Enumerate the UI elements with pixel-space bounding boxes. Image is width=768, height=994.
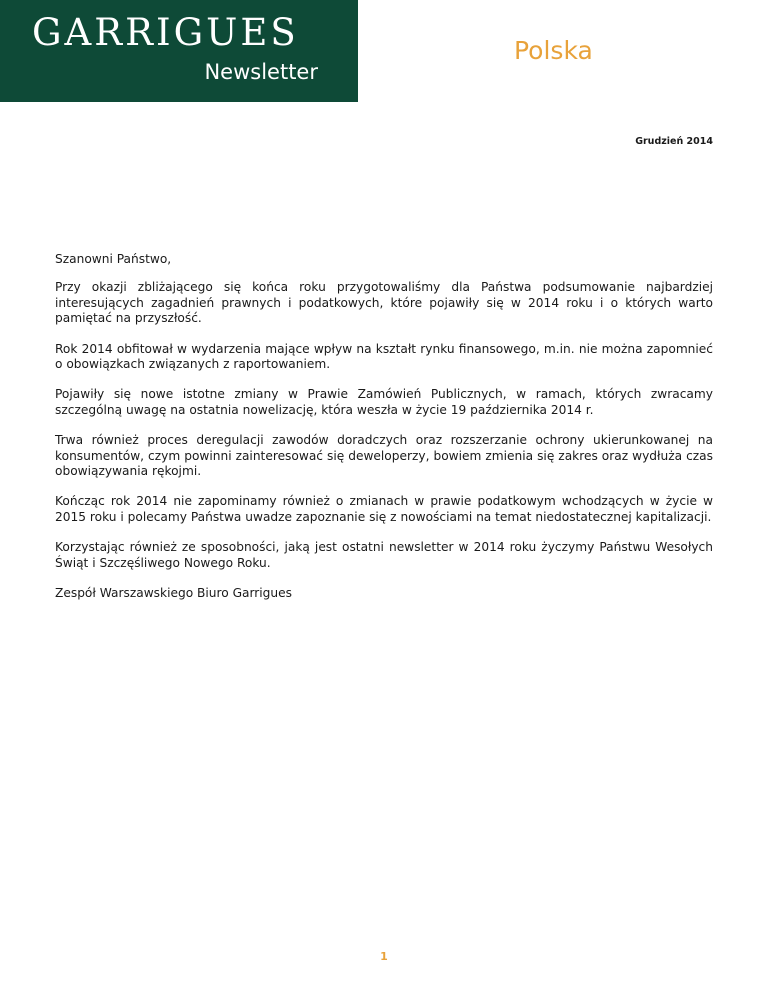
letter-paragraph: Rok 2014 obfitował w wydarzenia mające wpływ na kształt rynku finansowego, m.in. nie można zapomnieć o obowiązkach związanych z raportowaniem. <box>55 341 713 372</box>
page-number: 1 <box>380 950 388 963</box>
brand-subtitle: Newsletter <box>204 60 318 84</box>
letter-greeting: Szanowni Państwo, <box>55 252 172 266</box>
letter-body <box>55 252 713 617</box>
letter-paragraph: Kończąc rok 2014 nie zapominamy również o zmianach w prawie podatkowym wchodzących w życie w 2015 roku i polecamy Państwa uwadze zapoznanie się z nowościami na temat niedostatecznej kapitalizacji. <box>55 494 713 524</box>
brand-logo-text: GARRIGUES <box>32 11 299 54</box>
brand-header <box>0 0 358 102</box>
letter-paragraph: Przy okazji zbliżającego się końca roku przygotowaliśmy dla Państwa podsumowanie najbardziej interesujących zagadnień prawnych i podatkowych, które pojawiły się w 2014 roku i o których warto pamiętać na przyszłość. <box>55 280 713 326</box>
letter-paragraph: Pojawiły się nowe istotne zmiany w Prawie Zamówień Publicznych, w ramach, których zwracamy szczególną uwagę na ostatnia nowelizację, która weszła w życie 19 października 2014 r. <box>55 387 713 417</box>
edition-title: Polska <box>514 36 593 65</box>
letter-paragraph: Korzystając również ze sposobności, jaką jest ostatni newsletter w 2014 roku życzymy Państwu Wesołych Świąt i Szczęśliwego Nowego Roku. <box>55 540 713 570</box>
issue-date: Grudzień 2014 <box>635 136 713 147</box>
letter-signature: Zespół Warszawskiego Biuro Garrigues <box>55 586 292 601</box>
letter-paragraph: Trwa również proces deregulacji zawodów doradczych oraz rozszerzanie ochrony ukierunkowanej na konsumentów, czym powinni zainteresować się deweloperzy, bowiem zmienia się zakres oraz wydłuża czas obowiązywania rękojmi. <box>55 433 713 479</box>
